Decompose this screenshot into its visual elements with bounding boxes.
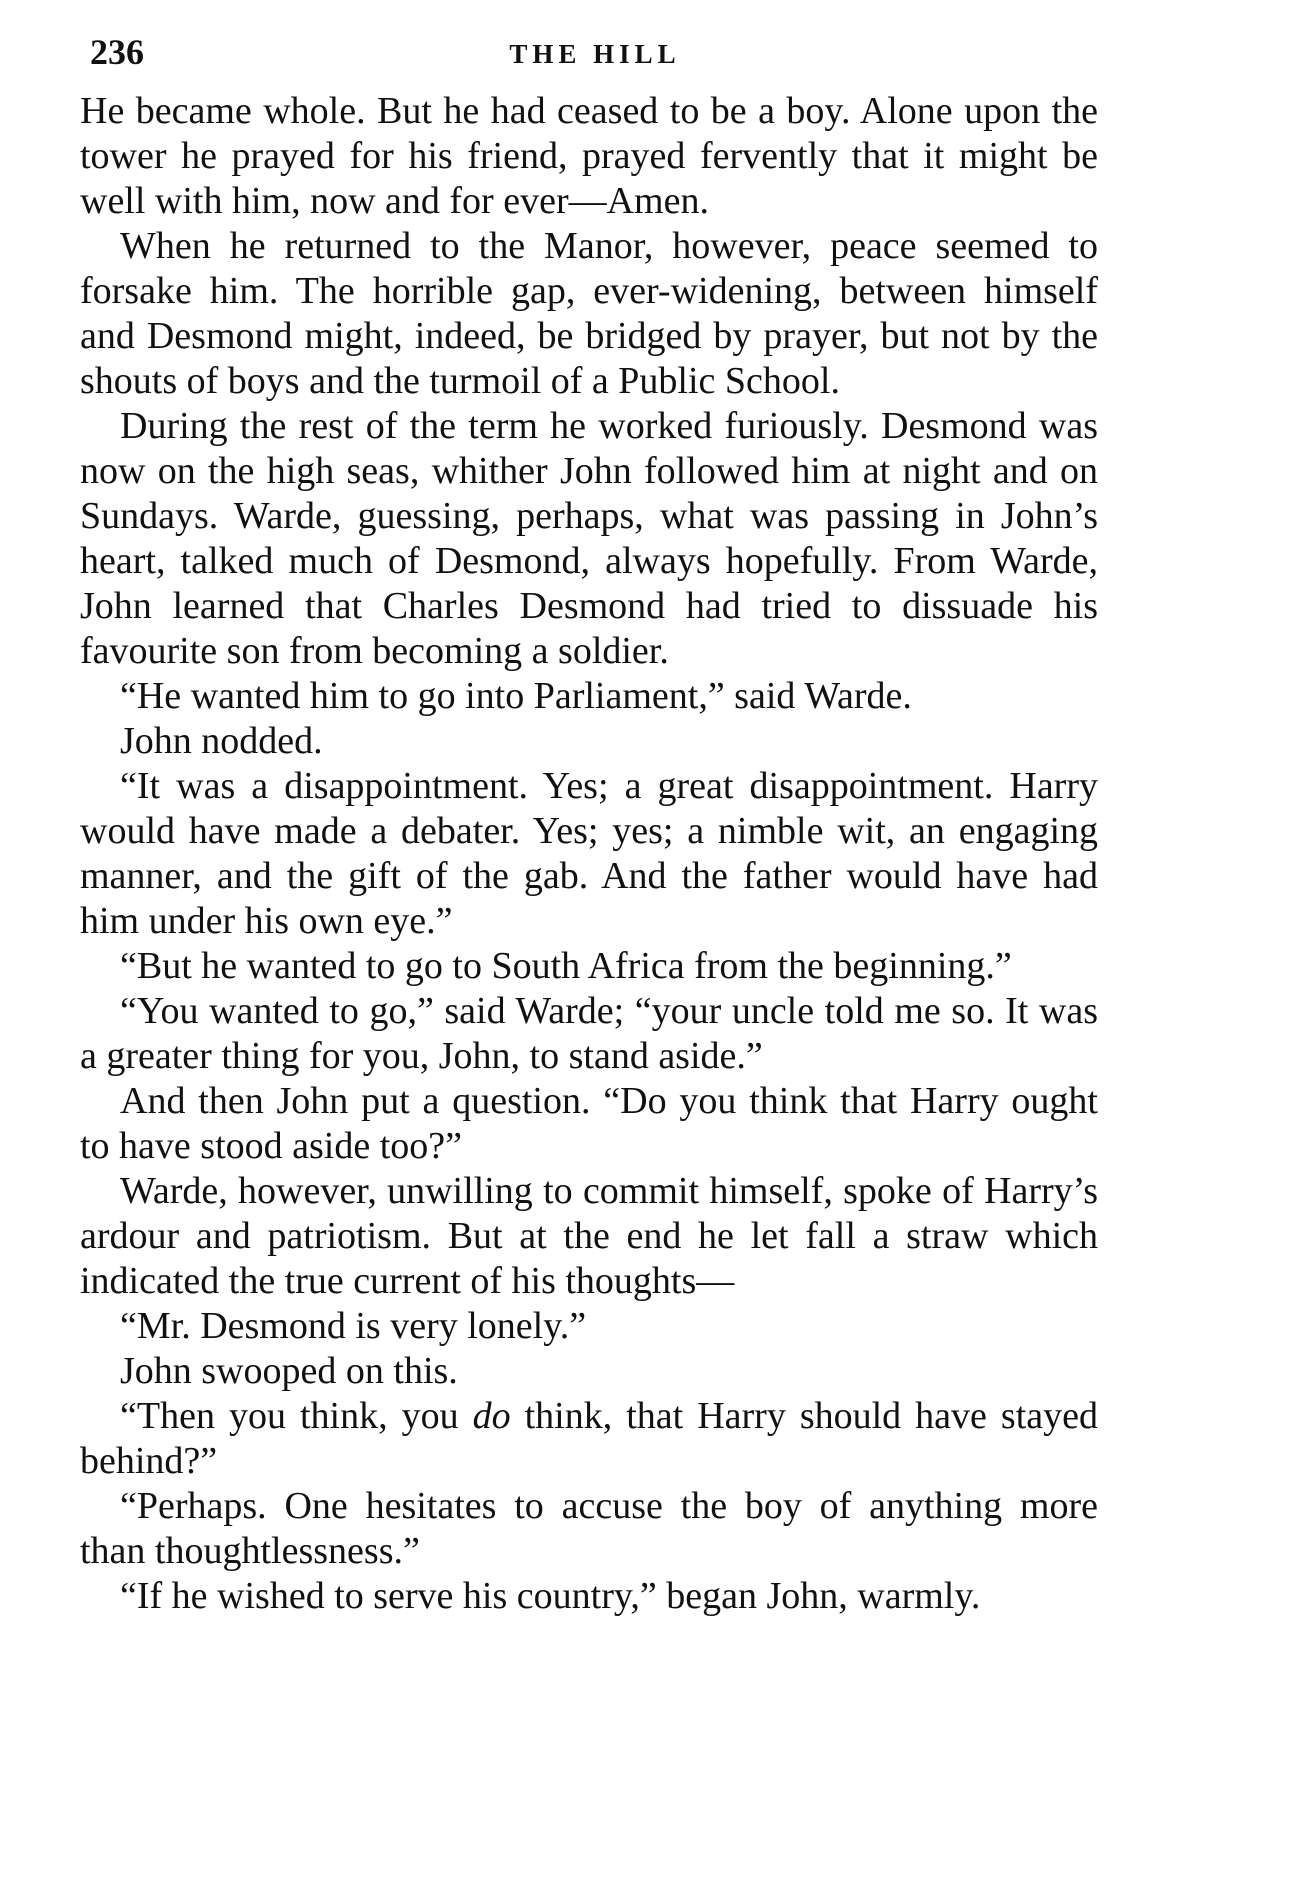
paragraph-7: “But he wanted to go to South Africa from the beginning.” — [120, 945, 1012, 987]
page-number: 236 — [90, 32, 144, 72]
running-head — [90, 30, 1100, 74]
paragraph-9: And then John put a question. “Do you think that Harry ought to have stood aside too?” — [80, 1080, 1098, 1167]
paragraph-2: When he returned to the Manor, however, peace seemed to forsake him. The horrible gap, ever-widening, between himself and Desmond might, indeed, be bridged by prayer, but not by the shouts of boys and the turmoil of a Public School. — [80, 225, 1098, 402]
paragraph-4: “He wanted him to go into Parliament,” said Warde. — [120, 675, 912, 717]
paragraph-15: “If he wished to serve his country,” began John, warmly. — [120, 1575, 981, 1617]
paragraph-13-before: “Then you think, you — [120, 1395, 473, 1437]
running-title: THE HILL — [509, 39, 681, 69]
paragraph-3: During the rest of the term he worked furiously. Desmond was now on the high seas, whither John followed him at night and on Sundays. Warde, guessing, perhaps, what was passing in John’s heart, talked much of Desmond, always hopefully. From Warde, John learned that Charles Desmond had tried to dissuade his favourite son from becoming a soldier. — [80, 405, 1098, 672]
body-text — [80, 89, 1098, 1619]
paragraph-13-emphasis: do — [472, 1395, 511, 1437]
paragraph-13 — [80, 1394, 1098, 1484]
paragraph-5: John nodded. — [120, 720, 323, 762]
paragraph-14: “Perhaps. One hesitates to accuse the boy of anything more than thoughtlessness.” — [80, 1485, 1098, 1572]
paragraph-10: Warde, however, unwilling to commit himself, spoke of Harry’s ardour and patriotism. But at the end he let fall a straw which indicated the true current of his thoughts— — [80, 1170, 1098, 1302]
paragraph-6: “It was a disappointment. Yes; a great disappointment. Harry would have made a debater. Yes; yes; a nimble wit, an engaging manner, and the gift of the gab. And the father would have had him under his own eye.” — [80, 765, 1098, 942]
paragraph-8: “You wanted to go,” said Warde; “your uncle told me so. It was a greater thing for you, John, to stand aside.” — [80, 990, 1098, 1077]
paragraph-1: He became whole. But he had ceased to be a boy. Alone upon the tower he prayed for his friend, prayed fervently that it might be well with him, now and for ever—Amen. — [80, 90, 1098, 222]
paragraph-11: “Mr. Desmond is very lonely.” — [120, 1305, 587, 1347]
paragraph-12: John swooped on this. — [120, 1350, 458, 1392]
paragraph-13-after: think, that Harry should have stayed behind?” — [80, 1395, 1099, 1482]
